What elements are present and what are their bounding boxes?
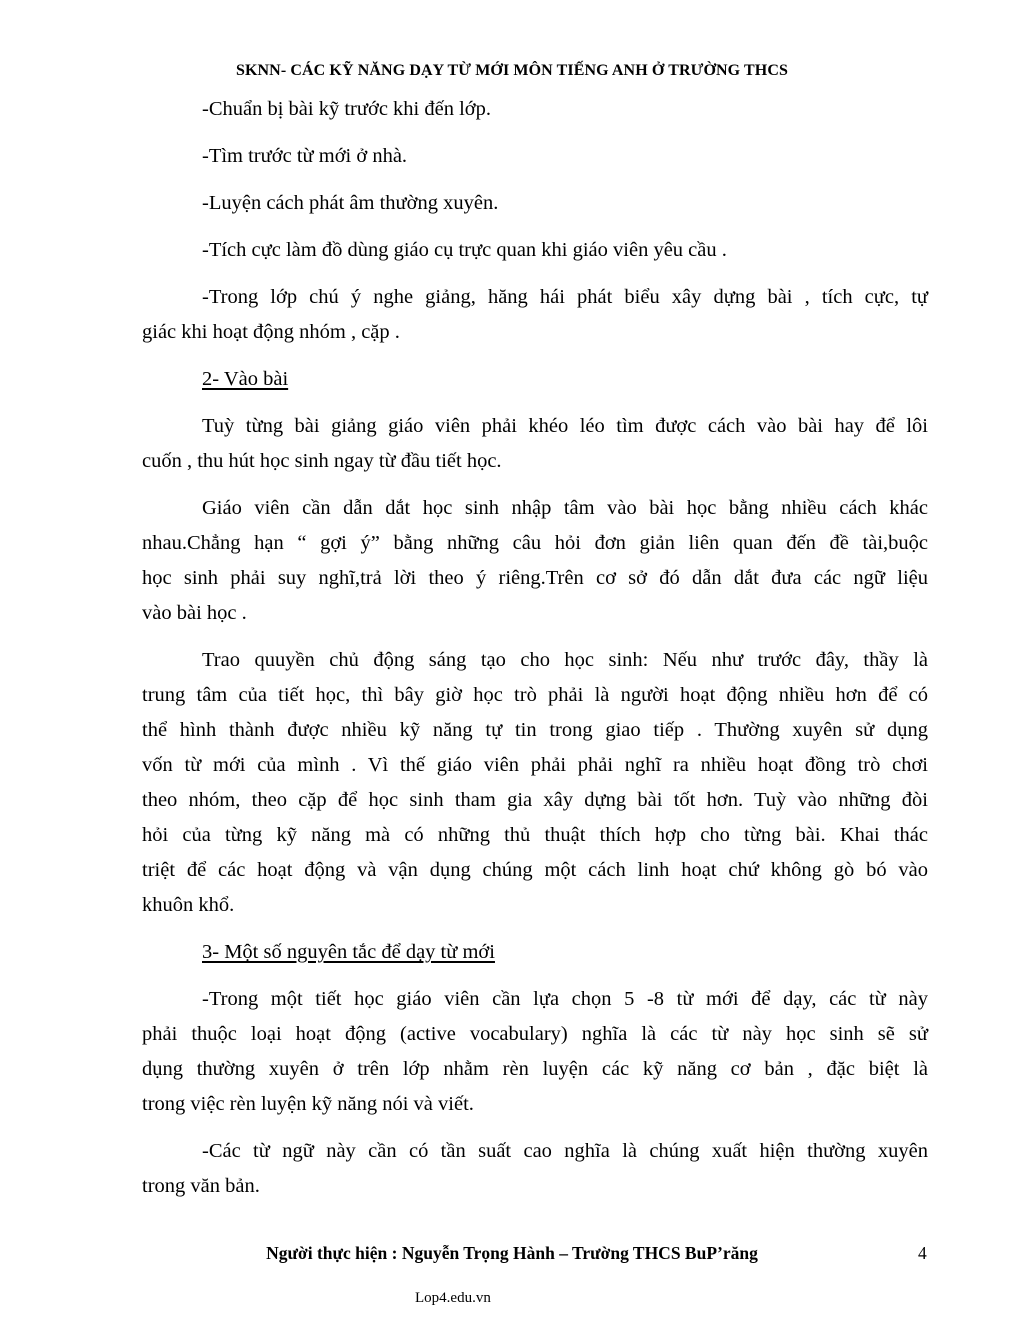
document-header: SKNN- CÁC KỸ NĂNG DẠY TỪ MỚI MÔN TIẾNG ANH Ở TRƯỜNG THCS (235, 62, 788, 79)
paragraph-line: nhau.Chẳng hạn “ gợi ý” bằng những câu hỏi đơn giản liên quan đến đề tài,buộc (142, 532, 928, 554)
paragraph-line: -Trong lớp chú ý nghe giảng, hăng hái phát biểu xây dựng bài , tích cực, tự (202, 286, 928, 308)
section-heading-text: 2- Vào bài (202, 368, 289, 390)
paragraph-line: giác khi hoạt động nhóm , cặp . (142, 321, 400, 343)
document-footer: Người thực hiện : Nguyễn Trọng Hành – Trường THCS BuP’răng (266, 1243, 758, 1263)
paragraph-line: vào bài học . (142, 602, 247, 624)
section-heading-text: 3- Một số nguyên tắc để dạy từ mới (202, 941, 495, 963)
paragraph-line: trung tâm của tiết học, thì bây giờ học trò phải là người hoạt động nhiều hơn để có (142, 684, 928, 706)
paragraph-line: Tuỳ từng bài giảng giáo viên phải khéo léo tìm được cách vào bài hay để lôi (202, 415, 928, 437)
paragraph-line: -Trong một tiết học giáo viên cần lựa chọn 5 -8 từ mới để dạy, các từ này (202, 988, 928, 1010)
paragraph-line: khuôn khổ. (142, 894, 235, 916)
paragraph-line: hỏi của từng kỹ năng mà có những thủ thuật thích hợp cho từng bài. Khai thác (142, 824, 928, 846)
paragraph-line: vốn từ mới của mình . Vì thế giáo viên phải phải nghĩ ra nhiều hoạt đồng trò chơi (142, 754, 928, 776)
paragraph-line: cuốn , thu hút học sinh ngay từ đầu tiết học. (142, 450, 502, 472)
paragraph-line: thể hình thành được nhiều kỹ năng tự tin trong giao tiếp . Thường xuyên sử dụng (142, 719, 928, 741)
section-heading (142, 362, 928, 397)
list-item: -Chuẩn bị bài kỹ trước khi đến lớp. (202, 98, 491, 120)
paragraph-line: theo nhóm, theo cặp để học sinh tham gia xây dựng bài tốt hơn. Tuỳ vào những đòi (142, 789, 928, 811)
paragraph-line: Trao quuyền chủ động sáng tạo cho học sinh: Nếu như trước đây, thầy là (202, 649, 928, 671)
list-item: -Luyện cách phát âm thường xuyên. (202, 192, 499, 214)
paragraph-line: phải thuộc loại hoạt động (active vocabulary) nghĩa là các từ này học sinh sẽ sử (142, 1023, 928, 1045)
list-item: -Tìm trước từ mới ở nhà. (202, 145, 408, 167)
paragraph-line: trong việc rèn luyện kỹ năng nói và viết. (142, 1093, 474, 1115)
list-item: -Tích cực làm đồ dùng giáo cụ trực quan khi giáo viên yêu cầu . (202, 239, 727, 261)
paragraph-line: -Các từ ngữ này cần có tần suất cao nghĩa là chúng xuất hiện thường xuyên (202, 1140, 928, 1162)
paragraph-line: học sinh phải suy nghĩ,trả lời theo ý riêng.Trên cơ sở đó dẫn dắt đưa các ngữ liệu (142, 567, 928, 589)
paragraph-line: Giáo viên cần dẫn dắt học sinh nhập tâm vào bài học bằng nhiều cách khác (202, 497, 928, 519)
document-body (142, 92, 928, 1204)
section-heading (142, 935, 928, 970)
page-number: 4 (918, 1243, 927, 1263)
paragraph-line: trong văn bản. (142, 1175, 260, 1197)
paragraph-line: dụng thường xuyên ở trên lớp nhằm rèn luyện các kỹ năng cơ bản , đặc biệt là (142, 1058, 928, 1080)
site-watermark: Lop4.edu.vn (415, 1290, 491, 1306)
paragraph-line: triệt để các hoạt động và vận dụng chúng một cách linh hoạt chứ không gò bó vào (142, 859, 928, 881)
